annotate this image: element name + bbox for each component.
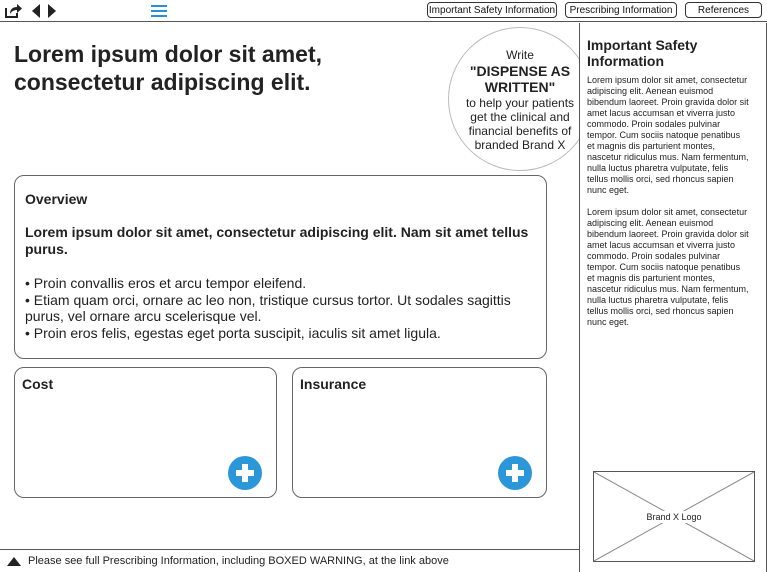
isi-sidebar[interactable] bbox=[579, 23, 767, 572]
share-icon[interactable] bbox=[4, 2, 22, 20]
isi-button[interactable]: Important Safety Information bbox=[427, 2, 557, 18]
overview-bullets bbox=[25, 275, 536, 341]
overview-card bbox=[14, 175, 547, 359]
overview-title: Overview bbox=[25, 191, 88, 207]
overview-lead: Lorem ipsum dolor sit amet, consectetur adipiscing elit. Nam sit amet tellus purus. bbox=[25, 224, 529, 257]
cost-card bbox=[14, 367, 277, 498]
references-button[interactable]: References bbox=[685, 2, 762, 18]
overview-bullet: • Etiam quam orci, ornare ac leo non, tristique cursus tortor. Ut sodales sagittis purus, vel ornare arcu scelerisque vel. bbox=[25, 291, 511, 324]
up-triangle-icon[interactable] bbox=[7, 557, 21, 566]
footer-text: Please see full Prescribing Information, including BOXED WARNING, at the link above bbox=[28, 555, 449, 567]
logo-label: Brand X Logo bbox=[646, 511, 702, 522]
cost-expand-plus-icon[interactable] bbox=[228, 456, 262, 490]
insurance-title: Insurance bbox=[300, 376, 367, 392]
back-arrow-icon[interactable] bbox=[31, 2, 41, 20]
forward-arrow-icon[interactable] bbox=[47, 2, 57, 20]
menu-icon[interactable] bbox=[150, 2, 168, 20]
badge-line-1: Write bbox=[506, 48, 534, 62]
badge-emphasis: "DISPENSE AS WRITTEN" bbox=[469, 63, 571, 95]
isi-paragraph: Lorem ipsum dolor sit amet, consectetur adipiscing elit. Aenean euismod bibendum laoreet. Proin gravida dolor sit amet lacus accumsan et viverra justo commodo. Proin sodales pulvinar tempor. Cum sociis natoque penatibus et magnis dis parturient montes, nascetur ridiculus mus. Nam fermentum, nulla luctus pharetra vulputate, felis tellus mollis orci, sed rhoncus sapien nunc eget. bbox=[587, 75, 749, 195]
isi-scroll-content[interactable] bbox=[587, 37, 749, 339]
isi-title: Important Safety Information bbox=[587, 37, 698, 69]
overview-bullet: • Proin eros felis, egestas eget porta suscipit, iaculis sit amet ligula. bbox=[25, 324, 441, 341]
isi-paragraph: Lorem ipsum dolor sit amet, consectetur adipiscing elit. Aenean euismod bibendum laoreet. Proin gravida dolor sit amet lacus accumsan et viverra justo commodo. Proin sodales pulvinar tempor. Cum sociis natoque penatibus et magnis dis parturient montes, nascetur ridiculus mus. Nam fermentum, nulla luctus pharetra vulputate, felis tellus mollis orci, sed rhoncus sapien nunc eget. bbox=[587, 207, 749, 327]
logo-label-wrap bbox=[594, 472, 754, 561]
prescribing-info-button[interactable]: Prescribing Information bbox=[565, 2, 677, 18]
insurance-card bbox=[292, 367, 547, 498]
brand-logo-placeholder bbox=[593, 471, 755, 562]
footer-bar[interactable] bbox=[0, 549, 581, 572]
page-headline: Lorem ipsum dolor sit amet, consectetur adipiscing elit. bbox=[14, 41, 322, 95]
dispense-as-written-badge bbox=[448, 27, 592, 171]
top-toolbar bbox=[0, 0, 767, 22]
cost-title: Cost bbox=[22, 376, 54, 392]
insurance-expand-plus-icon[interactable] bbox=[498, 456, 532, 490]
badge-line-2: to help your patients get the clinical and financial benefits of branded Brand X bbox=[465, 96, 575, 152]
overview-bullet: • Proin convallis eros et arcu tempor eleifend. bbox=[25, 275, 307, 291]
